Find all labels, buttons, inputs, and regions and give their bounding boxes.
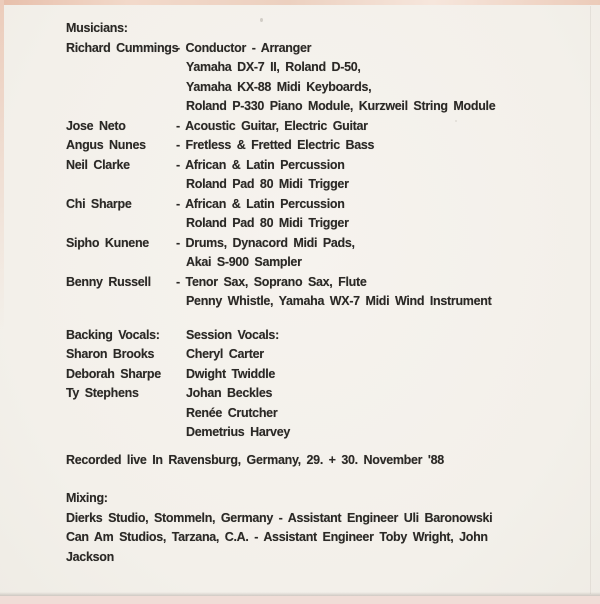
musician-name: Jose Neto [66, 118, 126, 133]
musician-credit-line: - Acoustic Guitar, Electric Guitar [176, 118, 368, 133]
musician-credit-line: Penny Whistle, Yamaha WX-7 Midi Wind Instrument [186, 294, 492, 308]
musician-credit-line: Yamaha DX-7 II, Roland D-50, [186, 60, 361, 74]
vocalist-name: Renée Crutcher [186, 405, 278, 420]
recording-note: Recorded live In Ravensburg, Germany, 29. + 30. November '88 [66, 452, 444, 467]
musician-credits [176, 117, 560, 137]
musician-row [66, 234, 560, 273]
mixing-line: Can Am Studios, Tarzana, C.A. - Assistant Engineer Toby Wright, John [66, 530, 488, 544]
musician-credits [176, 234, 560, 273]
mixing-header: Mixing: [66, 491, 108, 505]
backing-vocals-header: Backing Vocals: [66, 327, 160, 342]
vocalist-name: Demetrius Harvey [186, 425, 291, 439]
session-vocals-header: Session Vocals: [186, 327, 279, 342]
musician-name: Angus Nunes [66, 138, 146, 152]
musician-credits [176, 195, 560, 234]
musician-name: Sipho Kunene [66, 235, 149, 250]
musician-credit-line: - Fretless & Fretted Electric Bass [176, 138, 375, 152]
musician-credit-line: Roland P-330 Piano Module, Kurzweil String Module [186, 99, 496, 113]
musicians-header: Musicians: [66, 21, 128, 35]
musician-name: Richard Cummings [66, 40, 179, 55]
scan-edge-right [590, 6, 591, 594]
musician-name: Neil Clarke [66, 157, 130, 172]
scan-edge-bottom [0, 596, 600, 604]
scan-edge-top [0, 0, 600, 5]
musician-credits [176, 273, 560, 312]
vocalist-name: Cheryl Carter [186, 347, 264, 361]
musician-credit-line: Yamaha KX-88 Midi Keyboards, [186, 79, 372, 94]
musician-row [66, 136, 560, 156]
vocalist-name: Johan Beckles [186, 386, 273, 400]
musician-row [66, 273, 560, 312]
vocalist-name: Deborah Sharpe [66, 366, 161, 381]
mixing-line: Dierks Studio, Stommeln, Germany - Assistant Engineer Uli Baronowski [66, 510, 493, 525]
musician-credit-line: Roland Pad 80 Midi Trigger [186, 177, 349, 191]
musician-row [66, 156, 560, 195]
session-vocals-column [186, 326, 560, 443]
credits-text [66, 19, 560, 567]
backing-vocals-column [66, 326, 186, 443]
vocalist-name: Sharon Brooks [66, 347, 155, 361]
musician-credits [176, 156, 560, 195]
scan-edge-left [0, 0, 4, 330]
musician-credits [176, 136, 560, 156]
musician-credits [176, 39, 560, 117]
musician-credit-line: - Drums, Dynacord Midi Pads, [176, 235, 355, 250]
musician-credit-line: Roland Pad 80 Midi Trigger [186, 216, 349, 230]
musician-credit-line: - Tenor Sax, Soprano Sax, Flute [176, 274, 367, 289]
musician-row [66, 39, 560, 117]
musician-credit-line: - Conductor - Arranger [176, 40, 312, 55]
musician-name: Chi Sharpe [66, 196, 132, 211]
musician-credit-line: Akai S-900 Sampler [186, 255, 302, 269]
vocalist-name: Ty Stephens [66, 386, 139, 400]
musician-row [66, 117, 560, 137]
musician-name: Benny Russell [66, 274, 151, 289]
vocals-section [66, 326, 560, 443]
musician-credit-line: - African & Latin Percussion [176, 196, 345, 211]
musician-credit-line: - African & Latin Percussion [176, 157, 345, 172]
vocalist-name: Dwight Twiddle [186, 366, 276, 381]
mixing-line: Jackson [66, 549, 114, 564]
mixing-section [66, 489, 560, 567]
musician-row [66, 195, 560, 234]
